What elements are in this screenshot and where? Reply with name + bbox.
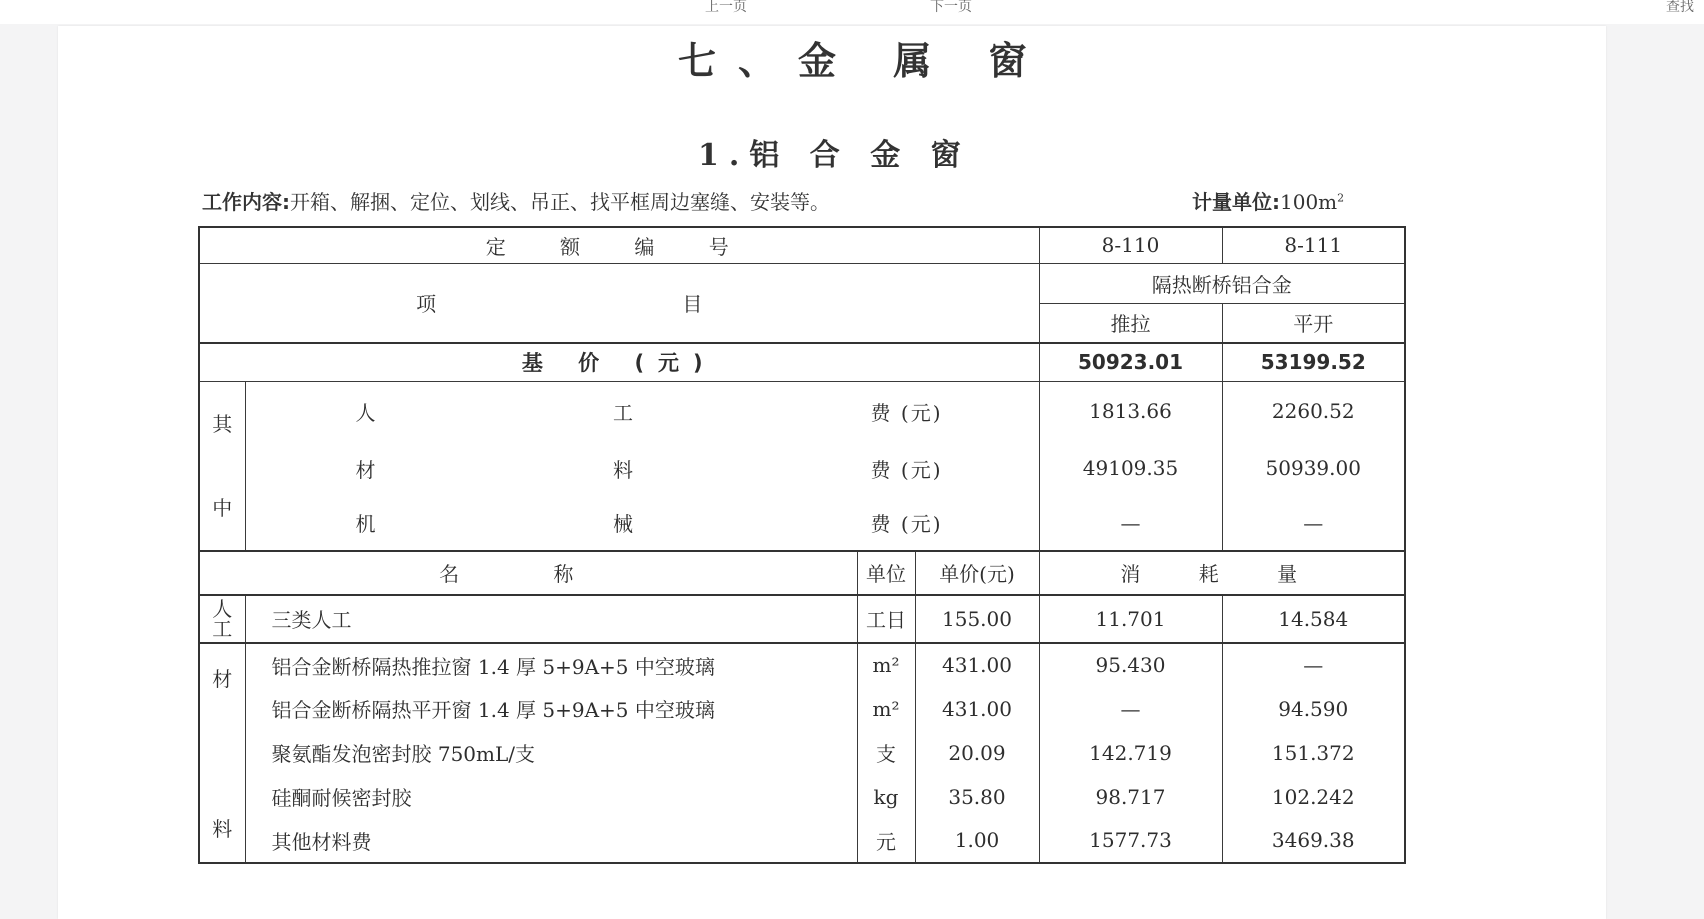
material-value-2: 102.242: [1222, 775, 1405, 819]
section-title: 七、金 属 窗: [678, 38, 1049, 83]
group-label: 隔热断桥铝合金: [1039, 263, 1405, 303]
consume-header-row: [199, 551, 1405, 595]
material-side: 材 料: [199, 643, 245, 863]
unit-label: 计量单位:: [1192, 190, 1280, 214]
header-unit: 单位: [857, 551, 915, 595]
fee-row-labor: [199, 381, 1405, 441]
work-text: 开箱、解捆、定位、划线、吊正、找平框周边塞缝、安装等。: [290, 190, 830, 214]
material-unit: 元: [857, 819, 915, 863]
work-label: 工作内容:: [202, 190, 290, 214]
qizhong-side: [199, 381, 245, 551]
material-name: 铝合金断桥隔热推拉窗 1.4 厚 5+9A+5 中空玻璃: [245, 643, 857, 687]
qizhong-bottom: 中: [212, 495, 233, 520]
fee-value-2: 50939.00: [1222, 441, 1405, 496]
fee-value-2: 2260.52: [1222, 381, 1405, 441]
base-price-row: [199, 343, 1405, 381]
header-name: 名 称: [199, 551, 857, 595]
code-label: 定 额 编 号: [199, 227, 1039, 263]
material-name: 铝合金断桥隔热平开窗 1.4 厚 5+9A+5 中空玻璃: [245, 687, 857, 731]
measure-unit: [1192, 186, 1344, 215]
material-row: [199, 687, 1405, 731]
fee-value-1: 49109.35: [1039, 441, 1222, 496]
qizhong-top: 其: [212, 411, 233, 436]
material-name: 聚氨酯发泡密封胶 750mL/支: [245, 731, 857, 775]
base-price-2: 53199.52: [1222, 343, 1405, 381]
material-price: 1.00: [915, 819, 1039, 863]
material-value-2: —: [1222, 643, 1405, 687]
work-content: [202, 186, 830, 215]
material-price: 431.00: [915, 643, 1039, 687]
material-unit: m²: [857, 643, 915, 687]
fee-label: 机 械 费 (元): [245, 496, 1039, 551]
material-value-2: 94.590: [1222, 687, 1405, 731]
labor-value-1: 11.701: [1039, 595, 1222, 643]
document-page: [58, 26, 1606, 919]
material-value-1: 95.430: [1039, 643, 1222, 687]
unit-exponent: 2: [1337, 191, 1345, 205]
material-price: 35.80: [915, 775, 1039, 819]
labor-name: 三类人工: [245, 595, 857, 643]
material-row: [199, 819, 1405, 863]
item-row: [199, 263, 1405, 303]
quota-table: [198, 226, 1406, 864]
find-button[interactable]: 查找: [1666, 0, 1694, 15]
material-row: [199, 775, 1405, 819]
sub-title: 1.铝 合 金 窗: [698, 138, 971, 173]
labor-row: [199, 595, 1405, 643]
material-unit: 支: [857, 731, 915, 775]
code-2: 8-111: [1222, 227, 1405, 263]
material-value-1: 142.719: [1039, 731, 1222, 775]
material-price: 431.00: [915, 687, 1039, 731]
header-price: 单价(元): [915, 551, 1039, 595]
base-price-label: 基 价 (元): [199, 343, 1039, 381]
labor-price: 155.00: [915, 595, 1039, 643]
material-value-2: 151.372: [1222, 731, 1405, 775]
material-value-2: 3469.38: [1222, 819, 1405, 863]
material-value-1: 98.717: [1039, 775, 1222, 819]
header-consume: 消 耗 量: [1039, 551, 1405, 595]
code-row: [199, 227, 1405, 263]
fee-label: 材 料 费 (元): [245, 441, 1039, 496]
material-row: [199, 731, 1405, 775]
material-name: 硅酮耐候密封胶: [245, 775, 857, 819]
fee-label: 人 工 费 (元): [245, 381, 1039, 441]
subtype-2: 平开: [1222, 303, 1405, 343]
unit-value: 100m: [1280, 190, 1338, 214]
material-name: 其他材料费: [245, 819, 857, 863]
next-page-button[interactable]: 下一页: [930, 0, 972, 15]
material-row: [199, 643, 1405, 687]
code-1: 8-110: [1039, 227, 1222, 263]
labor-side: 人工: [199, 595, 245, 643]
subtype-1: 推拉: [1039, 303, 1222, 343]
viewer-toolbar: [0, 0, 1704, 24]
fee-row-material: [199, 441, 1405, 496]
fee-value-1: 1813.66: [1039, 381, 1222, 441]
item-label: 项 目: [199, 263, 1039, 343]
prev-page-button[interactable]: 上一页: [705, 0, 747, 15]
material-value-1: 1577.73: [1039, 819, 1222, 863]
material-price: 20.09: [915, 731, 1039, 775]
fee-value-1: —: [1039, 496, 1222, 551]
base-price-1: 50923.01: [1039, 343, 1222, 381]
fee-value-2: —: [1222, 496, 1405, 551]
labor-value-2: 14.584: [1222, 595, 1405, 643]
fee-row-machine: [199, 496, 1405, 551]
material-value-1: —: [1039, 687, 1222, 731]
material-unit: m²: [857, 687, 915, 731]
material-unit: kg: [857, 775, 915, 819]
labor-unit: 工日: [857, 595, 915, 643]
